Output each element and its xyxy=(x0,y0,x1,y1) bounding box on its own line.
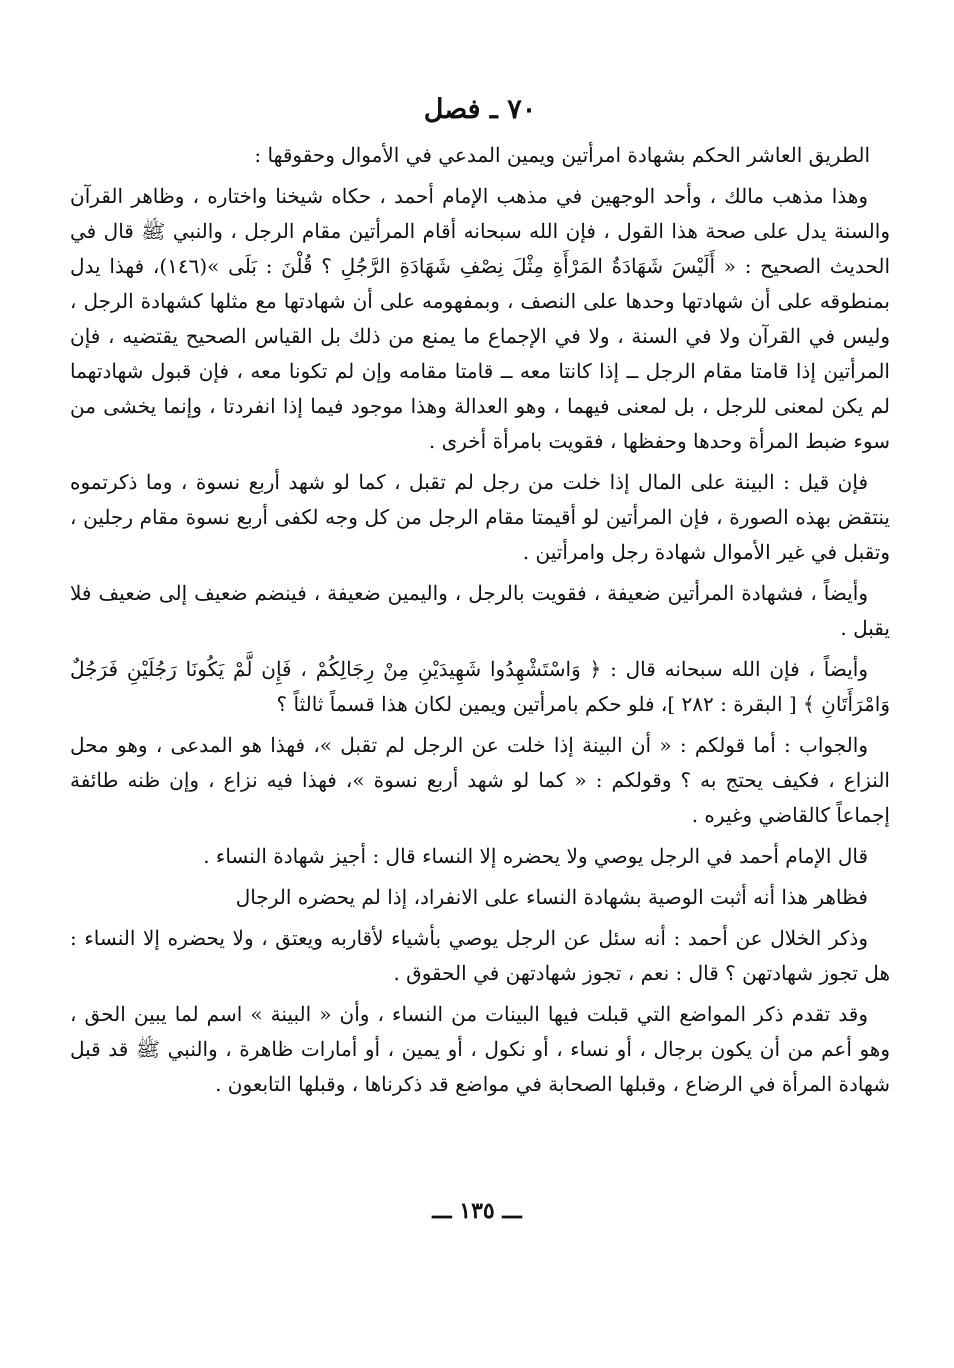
paragraph-ahmad-inference: فظاهر هذا أنه أثبت الوصية بشهادة النساء على الانفراد، إذا لم يحضره الرجال xyxy=(235,885,868,909)
document-page xyxy=(70,88,890,1268)
paragraph-objection-2: وأيضاً ، فشهادة المرأتين ضعيفة ، فقويت بالرجل ، واليمين ضعيفة ، فينضم ضعيف إلى ضعيف فلا يقبل . xyxy=(70,581,890,640)
page-number: ـــ ١٣٥ ـــ xyxy=(432,1198,522,1224)
paragraph-intro: الطريق العاشر الحكم بشهادة امرأتين ويمين المدعي في الأموال وحقوقها : xyxy=(254,143,870,167)
paragraph-conclusion: وقد تقدم ذكر المواضع التي قبلت فيها البينات من النساء ، وأن « البينة » اسم لما يبين الحق ، وهو أعم من أن يكون برجال ، أو نساء ، أو نكول ، أو يمين ، أو أمارات ظاهرة ، والنبي ﷺ قد قبل شهادة المرأة في الرضاع ، وقبلها الصحابة في مواضع قد ذكرناها ، وقبلها التابعون . xyxy=(70,1002,890,1096)
section-heading: ٧٠ ـ فصل xyxy=(423,94,537,125)
paragraph-objection-1: فإن قيل : البينة على المال إذا خلت من رجل لم تقبل ، كما لو شهد أربع نسوة ، وما ذكرتموه ينتقض بهذه الصورة ، فإن المرأتين لو أقيمتا مقام الرجل من كل وجه لكفى أربع نسوة مقام رجلين ، وتقبل في غير الأموال شهادة رجل وامرأتين . xyxy=(70,470,890,564)
paragraph-objection-3: وأيضاً ، فإن الله سبحانه قال : ﴿ وَاسْتَشْهِدُوا شَهِيدَيْنِ مِنْ رِجَالِكُمْ ، فَإِن لَّمْ يَكُونَا رَجُلَيْنِ فَرَجُلٌ وَامْرَأَتَانِ ﴾ [ البقرة : ٢٨٢ ]، فلو حكم بامرأتين ويمين لكان هذا قسماً ثالثاً ؟ xyxy=(70,657,890,716)
paragraph-ahmad-quote: قال الإمام أحمد في الرجل يوصي ولا يحضره إلا النساء قال : أجيز شهادة النساء . xyxy=(203,844,868,868)
paragraph-khallal: وذكر الخلال عن أحمد : أنه سئل عن الرجل يوصي بأشياء لأقاربه ويعتق ، ولا يحضره إلا النساء : هل تجوز شهادتهن ؟ قال : نعم ، تجوز شهادتهن في الحقوق . xyxy=(70,926,890,985)
paragraph-answer: والجواب : أما قولكم : « أن البينة إذا خلت عن الرجل لم تقبل »، فهذا هو المدعى ، وهو محل النزاع ، فكيف يحتج به ؟ وقولكم : « كما لو شهد أربع نسوة »، فهذا فيه نزاع ، وإن ظنه طائفة إجماعاً كالقاضي وغيره . xyxy=(70,733,890,827)
paragraph-madhhab: وهذا مذهب مالك ، وأحد الوجهين في مذهب الإمام أحمد ، حكاه شيخنا واختاره ، وظاهر القرآن والسنة يدل على صحة هذا القول ، فإن الله سبحانه أقام المرأتين مقام الرجل ، والنبي ﷺ قال في الحديث الصحيح : « أَلَيْسَ شَهَادَةُ المَرْأَةِ مِثْلَ نِصْفِ شَهَادَةِ الرَّجُلِ ؟ قُلْنَ : بَلَى »(١٤٦)، فهذا يدل بمنطوقه على أن شهادتها وحدها على النصف ، وبمفهومه على أن شهادتها مع مثلها كشهادة الرجل ، وليس في القرآن ولا في السنة ، ولا في الإجماع ما يمنع من ذلك بل القياس الصحيح يقتضيه ، فإن المرأتين إذا قامتا مقام الرجل ــ إذا كانتا معه ــ قامتا مقامه وإن لم تكونا معه ، فإن قبول شهادتهما لم يكن لمعنى للرجل ، بل لمعنى فيهما ، وهو العدالة وهذا موجود فيما إذا انفردتا ، وإنما يخشى من سوء ضبط المرأة وحدها وحفظها ، فقويت بامرأة أخرى . xyxy=(70,184,891,453)
